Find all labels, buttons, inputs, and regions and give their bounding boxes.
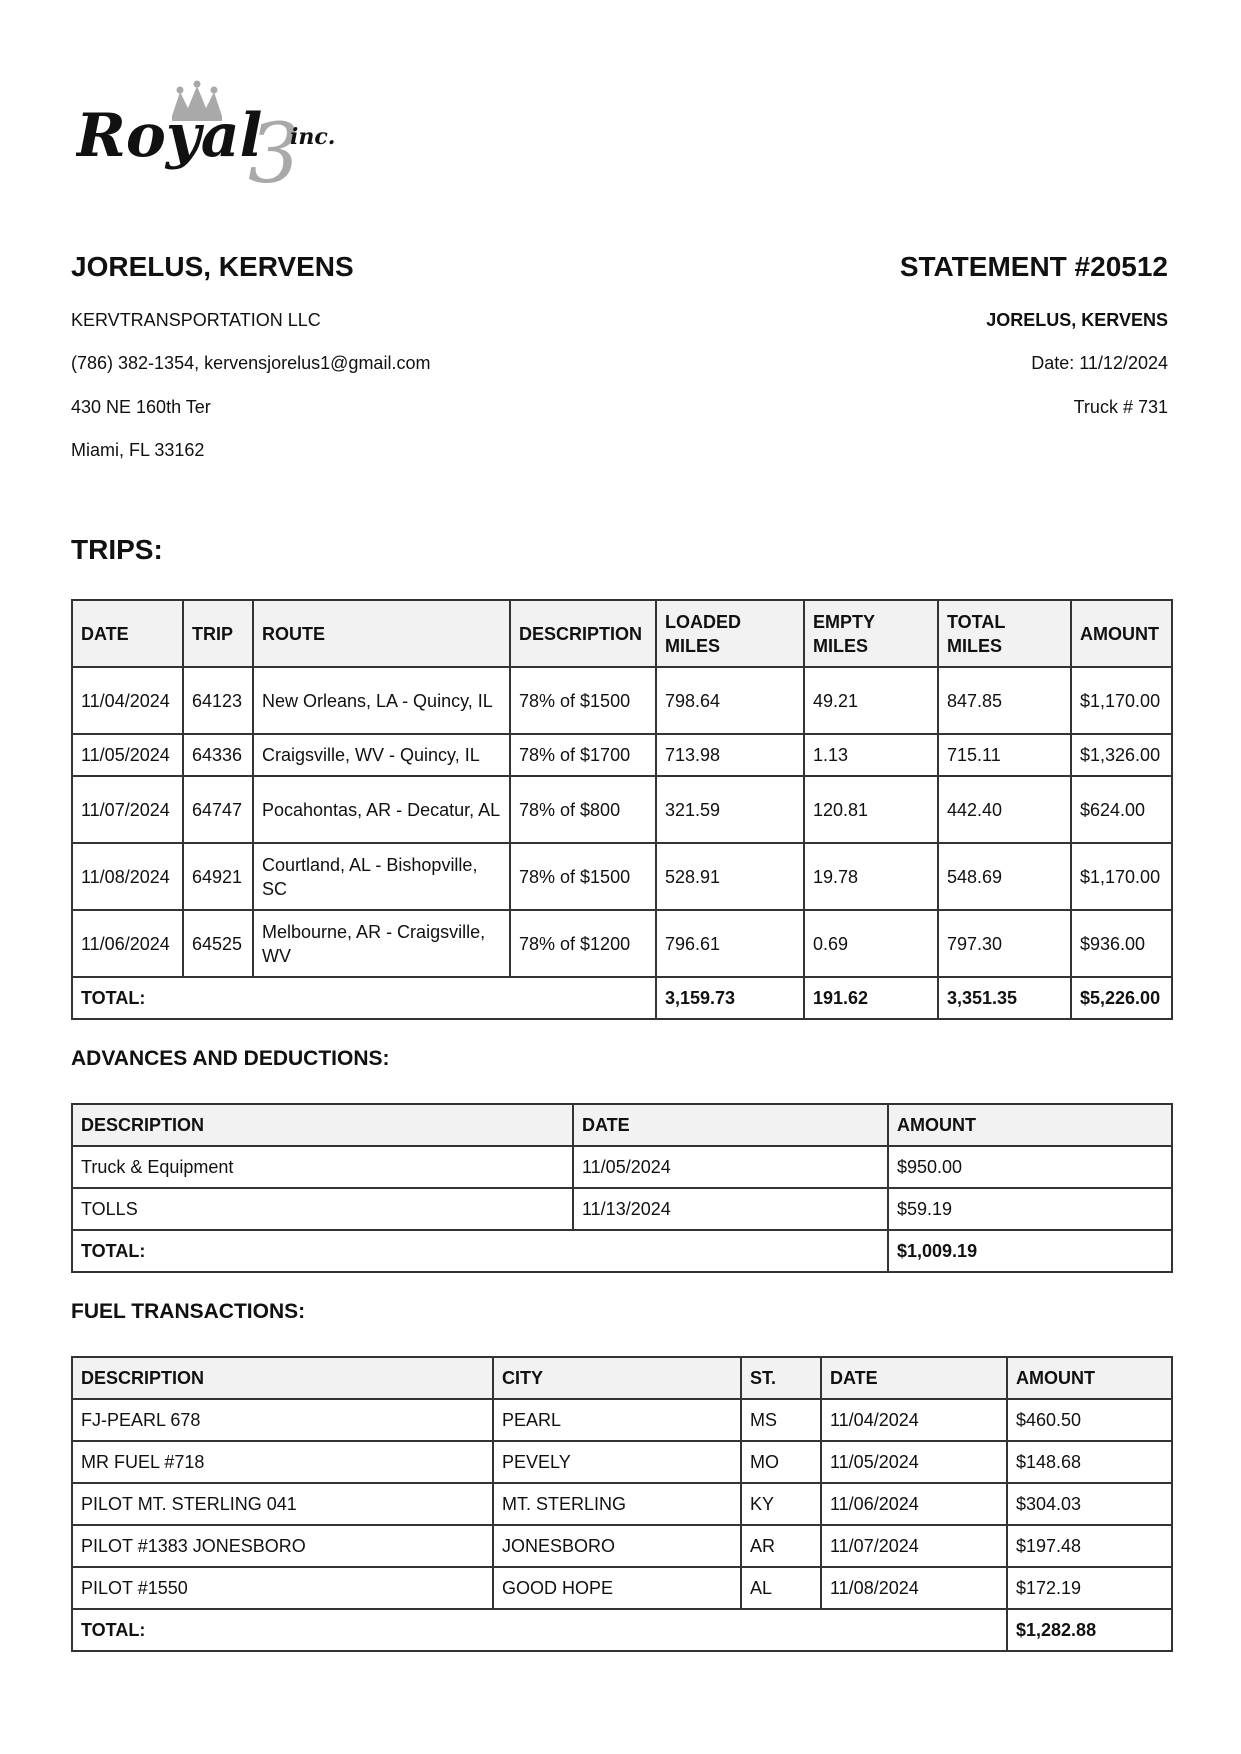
table-row (72, 1483, 1172, 1525)
trip-loaded-miles: 796.61 (656, 910, 804, 977)
trip-date: 11/07/2024 (72, 776, 183, 843)
fuel-header-row (72, 1357, 1172, 1399)
table-row (72, 734, 1172, 776)
col-loaded-miles-header: LOADED MILES (656, 600, 804, 667)
table-row (72, 910, 1172, 977)
fuel-date: 11/08/2024 (821, 1567, 1007, 1609)
driver-address-line1: 430 NE 160th Ter (71, 397, 211, 417)
table-row (72, 1188, 1172, 1230)
total-label: TOTAL: (72, 1609, 1007, 1651)
deduction-amount: $950.00 (888, 1146, 1172, 1188)
fuel-table (71, 1356, 1173, 1652)
col-amount-header: AMOUNT (888, 1104, 1172, 1146)
trip-empty-miles: 1.13 (804, 734, 938, 776)
fuel-amount: $172.19 (1007, 1567, 1172, 1609)
trip-total-miles: 797.30 (938, 910, 1071, 977)
deductions-header-row (72, 1104, 1172, 1146)
trip-description: 78% of $1500 (510, 843, 656, 910)
col-empty-miles-header: EMPTY MILES (804, 600, 938, 667)
col-date-header: DATE (821, 1357, 1007, 1399)
fuel-city: PEARL (493, 1399, 741, 1441)
total-label: TOTAL: (72, 1230, 888, 1272)
trip-amount: $1,170.00 (1071, 667, 1172, 734)
table-row (72, 843, 1172, 910)
fuel-city: JONESBORO (493, 1525, 741, 1567)
trip-total-miles: 442.40 (938, 776, 1071, 843)
col-description-header: DESCRIPTION (72, 1104, 573, 1146)
trip-empty-miles: 49.21 (804, 667, 938, 734)
fuel-state: MS (741, 1399, 821, 1441)
trips-title: TRIPS: (71, 534, 163, 565)
total-amount: $1,009.19 (888, 1230, 1172, 1272)
fuel-city: PEVELY (493, 1441, 741, 1483)
fuel-description: PILOT #1383 JONESBORO (72, 1525, 493, 1567)
statement-name: JORELUS, KERVENS (986, 310, 1168, 330)
trip-route: Pocahontas, AR - Decatur, AL (253, 776, 510, 843)
trip-total-miles: 847.85 (938, 667, 1071, 734)
deduction-description: TOLLS (72, 1188, 573, 1230)
total-label: TOTAL: (72, 977, 656, 1019)
table-row (72, 667, 1172, 734)
statement-truck: Truck # 731 (1073, 397, 1168, 417)
col-description-header: DESCRIPTION (510, 600, 656, 667)
col-description-header: DESCRIPTION (72, 1357, 493, 1399)
trip-number: 64525 (183, 910, 253, 977)
trip-total-miles: 715.11 (938, 734, 1071, 776)
fuel-description: PILOT #1550 (72, 1567, 493, 1609)
col-total-miles-header: TOTAL MILES (938, 600, 1071, 667)
trip-route: Craigsville, WV - Quincy, IL (253, 734, 510, 776)
trip-date: 11/04/2024 (72, 667, 183, 734)
fuel-title: FUEL TRANSACTIONS: (71, 1300, 306, 1323)
fuel-amount: $460.50 (1007, 1399, 1172, 1441)
trip-total-miles: 548.69 (938, 843, 1071, 910)
col-date-header: DATE (573, 1104, 888, 1146)
trip-amount: $624.00 (1071, 776, 1172, 843)
statement-title: STATEMENT #20512 (899, 251, 1168, 282)
driver-contact: (786) 382-1354, kervensjorelus1@gmail.com (71, 353, 431, 373)
fuel-date: 11/07/2024 (821, 1525, 1007, 1567)
trip-description: 78% of $800 (510, 776, 656, 843)
table-row (72, 1567, 1172, 1609)
col-state-header: ST. (741, 1357, 821, 1399)
deduction-date: 11/05/2024 (573, 1146, 888, 1188)
col-amount-header: AMOUNT (1007, 1357, 1172, 1399)
total-miles: 3,351.35 (938, 977, 1071, 1019)
trip-number: 64123 (183, 667, 253, 734)
trip-amount: $936.00 (1071, 910, 1172, 977)
table-row (72, 1399, 1172, 1441)
trip-route: New Orleans, LA - Quincy, IL (253, 667, 510, 734)
col-city-header: CITY (493, 1357, 741, 1399)
logo-suffix: inc. (290, 124, 336, 150)
deduction-date: 11/13/2024 (573, 1188, 888, 1230)
fuel-state: MO (741, 1441, 821, 1483)
driver-address-line2: Miami, FL 33162 (71, 440, 205, 460)
trips-header-row (72, 600, 1172, 667)
fuel-amount: $304.03 (1007, 1483, 1172, 1525)
fuel-state: AL (741, 1567, 821, 1609)
trip-number: 64336 (183, 734, 253, 776)
trip-date: 11/08/2024 (72, 843, 183, 910)
trip-date: 11/06/2024 (72, 910, 183, 977)
logo-number: 3 (248, 107, 301, 193)
logo-wordmark: Royal (76, 101, 263, 171)
trip-empty-miles: 19.78 (804, 843, 938, 910)
table-row (72, 1525, 1172, 1567)
trip-loaded-miles: 798.64 (656, 667, 804, 734)
col-date-header: DATE (72, 600, 183, 667)
driver-name: JORELUS, KERVENS (71, 251, 354, 282)
trip-amount: $1,326.00 (1071, 734, 1172, 776)
col-amount-header: AMOUNT (1071, 600, 1172, 667)
fuel-description: FJ-PEARL 678 (72, 1399, 493, 1441)
royal-3-logo (76, 78, 386, 193)
trip-loaded-miles: 713.98 (656, 734, 804, 776)
fuel-description: MR FUEL #718 (72, 1441, 493, 1483)
fuel-state: AR (741, 1525, 821, 1567)
total-empty-miles: 191.62 (804, 977, 938, 1019)
trip-description: 78% of $1700 (510, 734, 656, 776)
trip-empty-miles: 120.81 (804, 776, 938, 843)
trip-number: 64921 (183, 843, 253, 910)
fuel-city: GOOD HOPE (493, 1567, 741, 1609)
trip-empty-miles: 0.69 (804, 910, 938, 977)
trip-route: Melbourne, AR - Craigsville, WV (253, 910, 510, 977)
trip-amount: $1,170.00 (1071, 843, 1172, 910)
trip-loaded-miles: 321.59 (656, 776, 804, 843)
statement-date: Date: 11/12/2024 (1031, 353, 1168, 373)
col-route-header: ROUTE (253, 600, 510, 667)
fuel-total-row (72, 1609, 1172, 1651)
deduction-description: Truck & Equipment (72, 1146, 573, 1188)
fuel-city: MT. STERLING (493, 1483, 741, 1525)
trip-loaded-miles: 528.91 (656, 843, 804, 910)
table-row (72, 776, 1172, 843)
deduction-amount: $59.19 (888, 1188, 1172, 1230)
table-row (72, 1441, 1172, 1483)
total-loaded-miles: 3,159.73 (656, 977, 804, 1019)
fuel-date: 11/05/2024 (821, 1441, 1007, 1483)
trips-table (71, 599, 1173, 1020)
trip-description: 78% of $1500 (510, 667, 656, 734)
fuel-description: PILOT MT. STERLING 041 (72, 1483, 493, 1525)
fuel-amount: $197.48 (1007, 1525, 1172, 1567)
fuel-state: KY (741, 1483, 821, 1525)
table-row (72, 1146, 1172, 1188)
trip-route: Courtland, AL - Bishopville, SC (253, 843, 510, 910)
trip-date: 11/05/2024 (72, 734, 183, 776)
deductions-title: ADVANCES AND DEDUCTIONS: (71, 1047, 390, 1070)
driver-company: KERVTRANSPORTATION LLC (71, 310, 321, 330)
total-amount: $5,226.00 (1071, 977, 1172, 1019)
fuel-amount: $148.68 (1007, 1441, 1172, 1483)
total-amount: $1,282.88 (1007, 1609, 1172, 1651)
col-trip-header: TRIP (183, 600, 253, 667)
trip-description: 78% of $1200 (510, 910, 656, 977)
trips-total-row (72, 977, 1172, 1019)
fuel-date: 11/06/2024 (821, 1483, 1007, 1525)
trip-number: 64747 (183, 776, 253, 843)
deductions-table (71, 1103, 1173, 1273)
fuel-date: 11/04/2024 (821, 1399, 1007, 1441)
deductions-total-row (72, 1230, 1172, 1272)
